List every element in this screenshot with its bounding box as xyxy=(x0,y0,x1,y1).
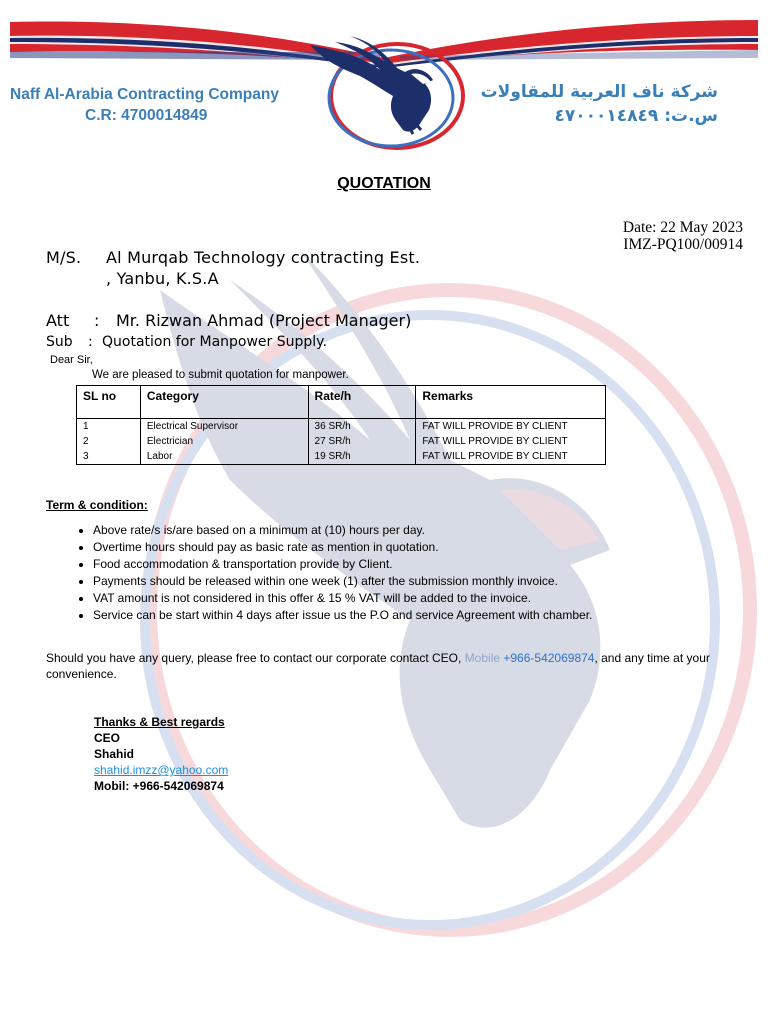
cell-category: Labor xyxy=(140,449,308,465)
document-title: QUOTATION xyxy=(337,175,431,192)
list-item: • Food accommodation & transportation provide by Client. xyxy=(93,556,768,573)
cr-number-ar: س.ت: ٤٧٠٠٠١٤٨٤٩ xyxy=(554,106,718,126)
company-name-en-text: Naff Al-Arabia Contracting Company xyxy=(10,86,279,103)
terms-list xyxy=(60,522,768,624)
list-item: • Payments should be released within one week (1) after the submission monthly invoice. xyxy=(93,573,768,590)
company-name-ar-text: شركة ناف العربية للمقاولات xyxy=(480,82,718,102)
sub-colon: : xyxy=(88,334,93,350)
document-date: Date: 22 May 2023 xyxy=(622,219,743,236)
contact-text-before: Should you have any query, please free to contact our corporate contact CEO, xyxy=(46,651,465,665)
cr-number-en: C.R: 4700014849 xyxy=(85,107,208,124)
signature-mobile: Mobil: +966-542069874 xyxy=(94,779,224,793)
cell-remarks: FAT WILL PROVIDE BY CLIENT xyxy=(416,449,606,465)
recipient-name: Al Murqab Technology contracting Est. xyxy=(106,248,421,267)
contact-mobile-link[interactable]: +966-542069874 xyxy=(503,651,595,665)
contact-text-after: , and any time at your convenience. xyxy=(46,651,710,681)
header-sl-no: SL no xyxy=(77,386,141,419)
contact-mobile-label: Mobile xyxy=(464,651,504,665)
list-item: • Service can be start within 4 days after issue us the P.O and service Agreement with chamber. xyxy=(93,607,768,624)
cell-category: Electrical Supervisor xyxy=(140,419,308,435)
att-label: Att xyxy=(46,311,70,330)
att-value: Mr. Rizwan Ahmad (Project Manager) xyxy=(116,311,412,330)
header-remarks: Remarks xyxy=(416,386,606,419)
company-name-english xyxy=(10,84,279,126)
signature-email-link[interactable]: shahid.imzz@yahoo.com xyxy=(94,763,229,777)
cell-rate: 27 SR/h xyxy=(308,434,416,449)
cell-rate: 19 SR/h xyxy=(308,449,416,465)
cell-remarks: FAT WILL PROVIDE BY CLIENT xyxy=(416,434,606,449)
contact-paragraph xyxy=(46,650,746,682)
table-header-row xyxy=(77,386,606,419)
cell-remarks: FAT WILL PROVIDE BY CLIENT xyxy=(416,419,606,435)
ms-label: M/S. xyxy=(46,248,82,267)
salutation: Dear Sir, xyxy=(50,354,93,366)
quotation-table xyxy=(76,385,606,465)
table-row xyxy=(77,449,606,465)
list-item: • Overtime hours should pay as basic rate as mention in quotation. xyxy=(93,539,768,556)
cell-sl-no: 3 xyxy=(77,449,141,465)
cell-rate: 36 SR/h xyxy=(308,419,416,435)
signature-title: CEO xyxy=(94,731,121,745)
list-item: • VAT amount is not considered in this offer & 15 % VAT will be added to the invoice. xyxy=(93,590,768,607)
att-colon: : xyxy=(94,311,100,330)
recipient-block xyxy=(46,247,420,289)
list-item: • Above rate/s is/are based on a minimum at (10) hours per day. xyxy=(93,522,768,539)
document-reference: IMZ-PQ100/00914 xyxy=(623,236,743,253)
date-reference-block xyxy=(560,219,743,253)
subject-line xyxy=(46,334,327,350)
header-rate: Rate/h xyxy=(308,386,416,419)
terms-title: Term & condition: xyxy=(46,498,148,512)
signature-name: Shahid xyxy=(94,747,135,761)
sub-value: Quotation for Manpower Supply. xyxy=(102,334,327,350)
signature-thanks: Thanks & Best regards xyxy=(94,715,225,729)
attention-line xyxy=(46,311,411,330)
cell-sl-no: 1 xyxy=(77,419,141,435)
sub-label: Sub xyxy=(46,334,73,350)
intro-text: We are pleased to submit quotation for manpower. xyxy=(92,369,349,381)
table-row xyxy=(77,434,606,449)
header-category: Category xyxy=(140,386,308,419)
recipient-location: , Yanbu, K.S.A xyxy=(106,269,219,288)
table-row xyxy=(77,419,606,435)
cell-category: Electrician xyxy=(140,434,308,449)
signature-block xyxy=(94,714,228,794)
eagle-logo-icon xyxy=(305,30,470,152)
company-name-arabic xyxy=(481,80,718,128)
cell-sl-no: 2 xyxy=(77,434,141,449)
